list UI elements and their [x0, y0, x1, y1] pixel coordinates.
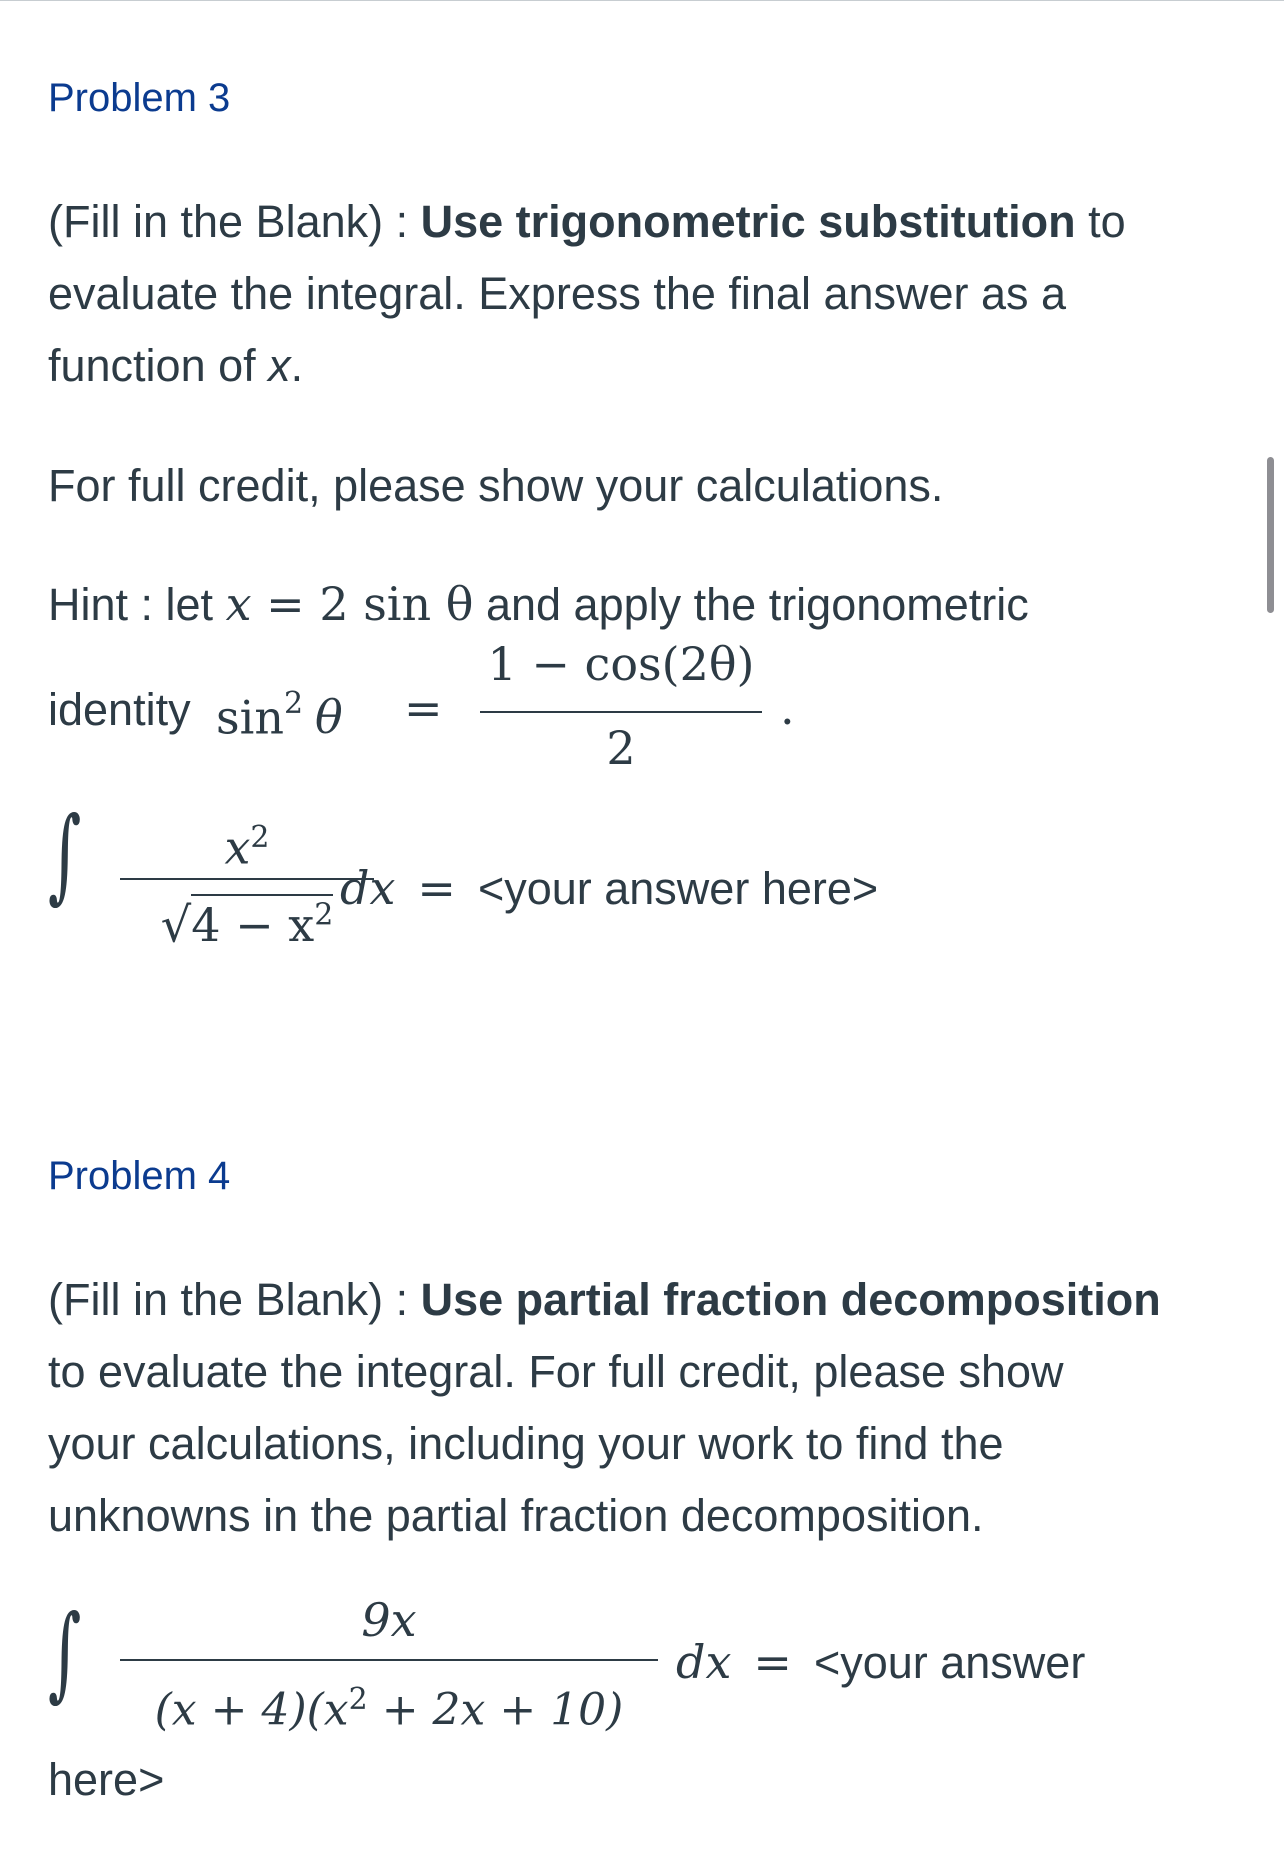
integrand-4-fraction-bar	[120, 1659, 658, 1661]
problem-3-prefix: (Fill in the Blank) :	[48, 196, 421, 247]
identity-fraction-bar	[480, 711, 762, 713]
problem-3-credit: For full credit, please show your calculations.	[48, 460, 944, 511]
problem-3-line-3-end: .	[290, 340, 304, 391]
problem-4-answer-part-2[interactable]: here>	[48, 1754, 165, 1805]
problem-4-line-4: unknowns in the partial fraction decomposition.	[48, 1490, 984, 1541]
integrand-3-numerator	[120, 810, 374, 875]
problem-3-answer[interactable]: <your answer here>	[477, 863, 879, 914]
hint-line	[48, 574, 1029, 635]
problem-4-line-3: your calculations, including your work to find the	[48, 1418, 1004, 1469]
identity-numerator: 1 − cos(2θ)	[487, 637, 755, 691]
integrand-4-num: 9x	[361, 1593, 417, 1647]
problem-3-title: Problem 3	[48, 76, 231, 120]
problem-4-bold-text: Use partial fraction decomposition	[420, 1274, 1161, 1325]
integrand-3-denominator	[120, 888, 374, 953]
integral-sign-3: ∫	[48, 796, 82, 916]
problem-3-bold-text: Use trigonometric substitution	[420, 196, 1076, 247]
hint-rhs: 2 sin θ	[319, 577, 474, 631]
integrand-3-fraction-bar	[120, 878, 374, 880]
integral-4-dx: dx	[676, 1635, 732, 1689]
problem-4-line-1	[48, 1264, 1161, 1336]
problem-3-line-1	[48, 186, 1126, 258]
identity-theta: θ	[315, 690, 343, 745]
hint-eq: =	[251, 577, 320, 631]
sqrt-icon: √	[160, 897, 192, 954]
integrand-3-radicand	[191, 894, 333, 952]
identity-exp: 2	[283, 686, 304, 721]
problem-3-instructions	[48, 186, 1126, 402]
integrand-4-den-exp: 2	[348, 1682, 368, 1717]
integrand-3-den-text: 4 − x	[191, 898, 315, 953]
integral-3-dx: dx	[340, 861, 396, 915]
identity-equals: =	[404, 681, 443, 735]
problem-4-instructions	[48, 1264, 1161, 1552]
integral-sign-4: ∫	[48, 1594, 82, 1714]
integrand-3-num-exp: 2	[250, 820, 270, 855]
problem-3-line-3-var: x	[268, 340, 291, 391]
integrand-4-den-end: + 2x + 10)	[367, 1684, 624, 1736]
identity-denominator: 2	[606, 721, 636, 775]
hint-x: x	[225, 577, 252, 631]
top-border	[0, 0, 1284, 1]
problem-3-line-3-start: function of	[48, 340, 269, 391]
identity-period: .	[780, 681, 795, 735]
problem-3-line-3	[48, 330, 1126, 402]
problem-3-line-2: evaluate the integral. Express the final answer as a	[48, 268, 1067, 319]
problem-4-title: Problem 4	[48, 1154, 231, 1198]
hint-start: Hint : let	[48, 579, 226, 630]
problem-3-suffix: to	[1075, 196, 1126, 247]
integrand-4-den-start: (x + 4)(x	[154, 1684, 349, 1736]
integral-4-equals: =	[753, 1635, 792, 1689]
integrand-3-num-x: x	[224, 820, 251, 875]
integrand-4-numerator	[120, 1592, 658, 1648]
scrollbar[interactable]	[1267, 457, 1274, 613]
integral-3-equals: =	[417, 861, 456, 915]
integral-4-tail	[676, 1632, 1085, 1693]
integrand-3-den-exp: 2	[314, 898, 334, 933]
identity-sin: sin	[216, 690, 284, 745]
problem-4-line-2: to evaluate the integral. For full credit, please show	[48, 1346, 1064, 1397]
identity-lhs	[216, 678, 343, 747]
problem-4-answer-part-1[interactable]: <your answer	[813, 1637, 1086, 1688]
hint-end: and apply the trigonometric	[473, 579, 1029, 630]
integrand-4-denominator	[120, 1672, 658, 1739]
integral-3-tail	[340, 858, 878, 919]
problem-4-prefix: (Fill in the Blank) :	[48, 1274, 421, 1325]
identity-label: identity	[48, 684, 191, 735]
